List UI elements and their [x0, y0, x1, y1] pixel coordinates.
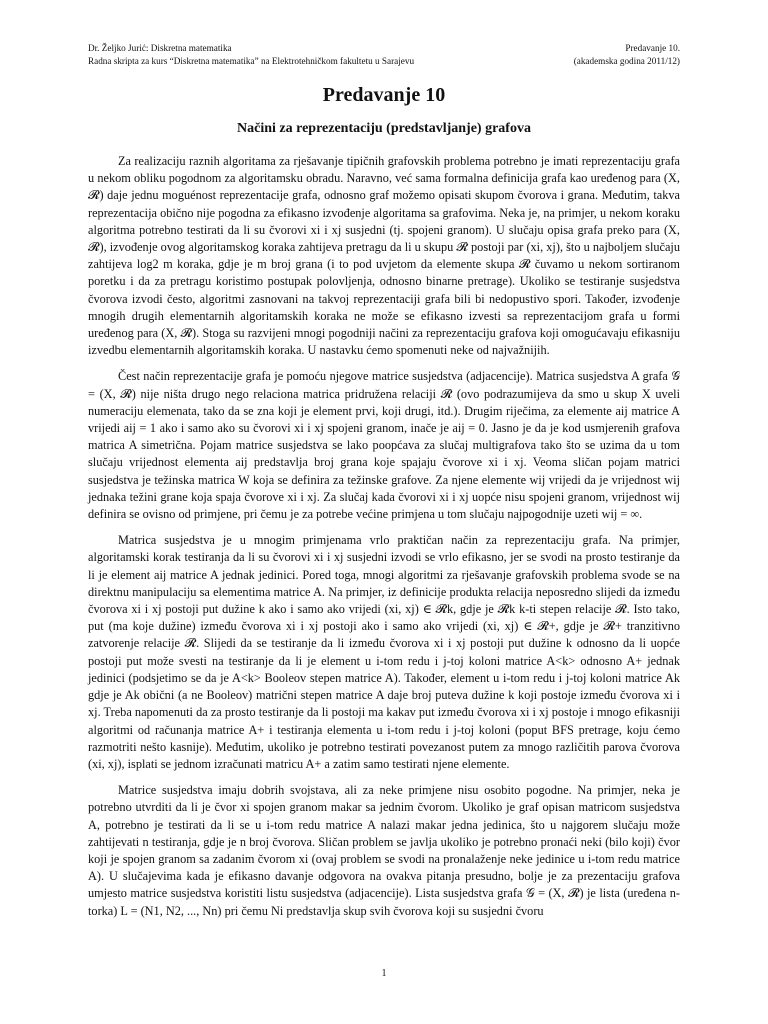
- header-academic-year: (akademska godina 2011/12): [573, 56, 680, 66]
- section-title: Načini za reprezentaciju (predstavljanje) grafova: [237, 121, 531, 136]
- page-number: 1: [381, 968, 387, 979]
- paragraph-3: Matrica susjedstva je u mnogim primjenama vrlo praktičan način za reprezentaciju grafa. Na primjer, algoritamski korak testiranja da li su čvorovi xi i xj susjedni izvodi se vrlo efikasno, jer se svodi na prosto testiranje da li je element aij matrice A jednak jedinici. Pored toga, mnogi algoritmi za rješavanje grafovskih problema svode se na direktnu manipulaciju sa elementima matrice A. Na primjer, iz definicije produkta relacija neposredno slijedi da između čvorova xi i xj postoji put dužine k ako i samo ako vrijedi (xi, xj) ∈ 𝓡k, gdje je 𝓡k k-ti stepen relacije 𝓡. Isto tako, put (ma koje dužine) između čvorova xi i xj postoji ako i samo ako vrijedi (xi, xj) ∈ 𝓡+, gdje je 𝓡+ tranzitivno zatvorenje relacije 𝓡. Slijedi da se testiranje da li između čvorova xi i xj postoji put dužine k odnosno da li uopće postoji put može svesti na testiranje da li je element u i-tom redu i j-toj koloni matrice A<k> odnosno A+ jednak jedinici (podsjetimo se da je A<k> Booleov stepen matrice A). Također, element u i-tom redu i j-toj koloni matrice Ak gdje je Ak obični (a ne Booleov) matrični stepen matrice A daje broj puteva dužine k koji postoje između čvorova xi i xj. Treba napomenuti da za prosto testiranje da li postoji ma kakav put između čvorova xi i xj postoje i mnogo efikasniji algoritmi od računanja matrice A+ i testiranja elementa u i-tom redu i j-toj koloni (poput BFS pretrage, koju ćemo razmotriti nešto kasnije). Međutim, ukoliko je potrebno testirati povezanost putem za mnogo različitih parova čvorova (xi, xj), isplati se jednom izračunati matricu A+ a zatim samo testirati njene elemente.: [88, 533, 680, 771]
- paragraph-4: Matrice susjedstva imaju dobrih svojstava, ali za neke primjene nisu osobito pogodne. Na primjer, neka je potrebno utvrditi da li je čvor xi spojen granom makar sa jednim čvorom. Ukoliko je graf opisan matricom susjedstva A, potrebno je testirati da li se u i-tom redu matrice A nalazi makar jedna jedinica, što u najgorem slučaju može zahtijevati n testiranja, gdje je n broj čvorova. Sličan problem se javlja ukoliko je potrebno pronaći neki (bilo koji) čvor koji je spojen granom sa zadanim čvorom xi (ovaj problem se svodi na pronalaženje neke jedinice u i-tom redu matrice A). U slučajevima kada je efikasno davanje odgovora na ovakva pitanja presudno, bolje je za prezentaciju grafova umjesto matrice susjedstva koristiti listu susjedstva (adjacencije). Lista susjedstva grafa 𝒢 = (X, 𝓡) je lista (uređena n-torka) L = (N1, N2, ..., Nn) pri čemu Ni predstavlja skup svih čvorova koji su susjedni čvoru: [88, 783, 680, 918]
- running-header-left: [88, 42, 414, 68]
- body-text: [88, 153, 680, 929]
- paragraph-1: Za realizaciju raznih algoritama za rješavanje tipičnih grafovskih problema potrebno je imati reprezentaciju grafa u nekom obliku pogodnom za algoritamsku obradu. Naravno, već sama formalna definicija grafa kao uređenog para (X, 𝓡) daje jednu moguénost reprezentacije grafa, odnosno graf možemo opisati skupom čvorova i grana. Međutim, takva reprezentacija obično nije pogodna za efikasno izvođenje algoritama sa grafovima. Neka je, na primjer, u nekom koraku algoritma potrebno testirati da li su čvorovi xi i xj susjedni (tj. spojeni granom). U slučaju opisa grafa preko para (X, 𝓡), izvođenje ovog algoritamskog koraka zahtijeva pretragu da li u skupu 𝓡 postoji par (xi, xj), što u najboljem slučaju zahtijeva log2 m koraka, gdje je m broj grana (i to pod uvjetom da elemente skupa 𝓡 čuvamo u nekom sortiranom poretku i da za pretragu koristimo postupak polovljenja, odnosno binarne pretrage). Ukoliko se testiranje susjedstva čvorova izvodi često, algoritmi zasnovani na takvoj reprezentaciji grafa bili bi nedopustivo spori. Također, izvođenje mnogih drugih elementarnih algoritamskih koraka ne može se efikasno izvesti sa reprezentacijom grafa u formi uređenog para (X, 𝓡). Stoga su razvijeni mnogi pogodniji načini za reprezentaciju grafova koji omogućavaju efikasniju izvedbu elementarnih algoritamskih koraka. U nastavku ćemo spomenuti neke od najvažnijih.: [88, 154, 680, 358]
- running-header-right: [574, 42, 680, 68]
- paragraph-2: Čest način reprezentacije grafa je pomoću njegove matrice susjedstva (adjacencije). Matrica susjedstva A grafa 𝒢 = (X, 𝓡) nije ništa drugo nego relaciona matrica pridružena relaciji 𝓡 (ovo podrazumijeva da smo u skup X uveli numeraciju elemenata, tako da se zna koji je element prvi, koji drugi, itd.). Drugim riječima, za elemente aij matrice A vrijedi aij = 1 ako i samo ako su čvorovi xi i xj spojeni granom, inače je aij = 0. Jasno je da je kod usmjerenih grafova matrica A simetrična. Pojam matrice susjedstva se lako poopćava za slučaj multigrafova tako što se uzima da u tom slučaju vrijednost elementa aij predstavlja broj grana koje spajaju čvorove xi i xj. Veoma sličan pojam matrici susjedstva je težinska matrica W koja se definira za težinske grafove. Za njene elemente wij vrijedi da je vrijednost wij jednaka težini grane koja spaja čvorove xi i xj. Za slučaj kada čvorovi xi i xj uopće nisu spojeni granom, vrijednost wij definira se ovisno od primjene, pri čemu je za potrebe većine primjena u tom slučaju najpogodnije uzeti wij = ∞.: [88, 369, 680, 522]
- header-lecture-number: Predavanje 10.: [625, 43, 680, 53]
- page-title: Predavanje 10: [322, 84, 446, 106]
- header-course: Radna skripta za kurs “Diskretna matematika” na Elektrotehničkom fakultetu u Sarajevu: [88, 56, 415, 66]
- header-author-title: Dr. Željko Jurić: Diskretna matematika: [88, 43, 232, 53]
